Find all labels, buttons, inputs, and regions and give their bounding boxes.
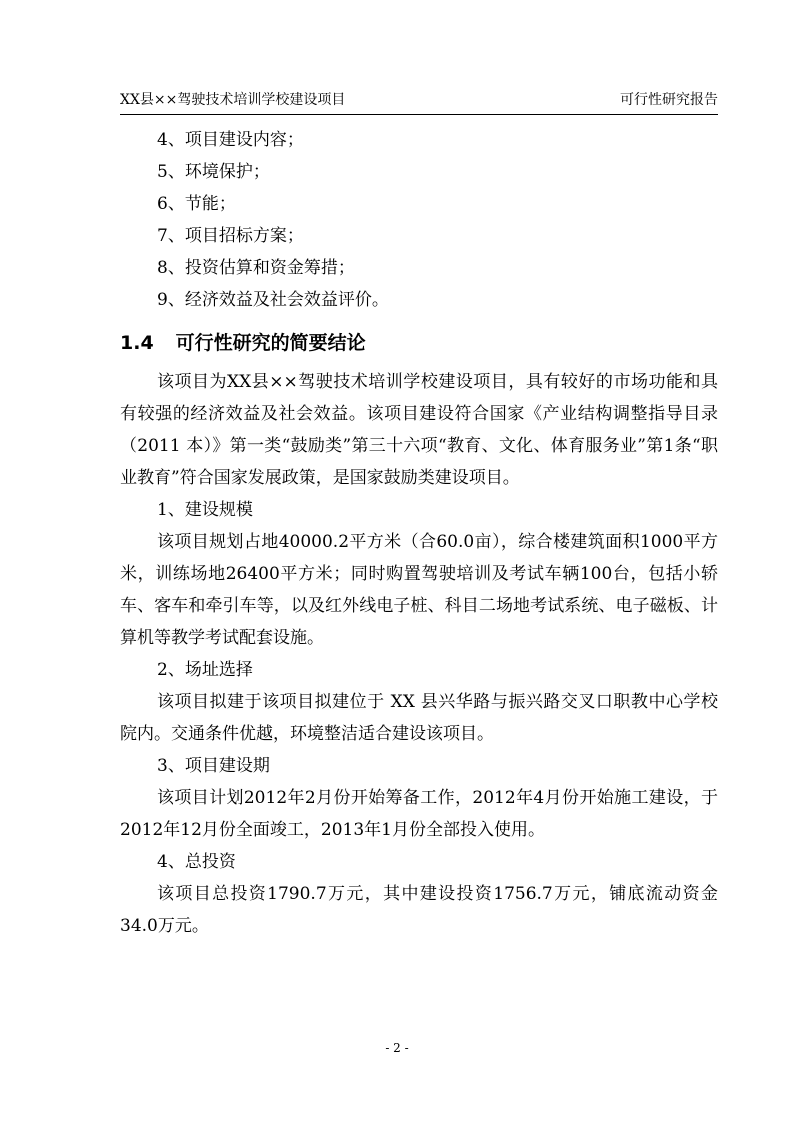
document-body — [120, 124, 718, 942]
list-item: 8、投资估算和资金筹措； — [157, 258, 355, 278]
section-number: 1.4 — [120, 332, 154, 354]
section-heading — [120, 328, 718, 358]
investment-paragraph: 该项目总投资1790.7万元，其中建设投资1756.7万元，铺底流动资金34.0万元。 — [120, 884, 718, 936]
header-report-title: 可行性研究报告 — [620, 92, 718, 108]
subheading-scale: 1、建设规模 — [157, 500, 253, 520]
list-item: 9、经济效益及社会效益评价。 — [157, 290, 389, 310]
subheading-site: 2、场址选择 — [157, 660, 253, 680]
list-item: 5、环境保护； — [157, 162, 270, 182]
summary-paragraph: 该项目为XX县××驾驶技术培训学校建设项目，具有较好的市场功能和具有较强的经济效益及社会效益。该项目建设符合国家《产业结构调整指导目录（2011 本）》第一类“鼓励类”第三十六项“教育、文化、体育服务业”第1条“职业教育”符合国家发展政策，是国家鼓励类建设项目。 — [120, 372, 718, 488]
list-item: 6、节能； — [157, 194, 236, 214]
list-item: 7、项目招标方案； — [157, 226, 304, 246]
page-number: - 2 - — [385, 1041, 409, 1055]
scale-paragraph: 该项目规划占地40000.2平方米（合60.0亩），综合楼建筑面积1000平方米，训练场地26400平方米；同时购置驾驶培训及考试车辆100台，包括小轿车、客车和牵引车等，以及红外线电子桩、科目二场地考试系统、电子磁板、计算机等教学考试配套设施。 — [120, 532, 718, 648]
section-title: 可行性研究的简要结论 — [175, 332, 366, 354]
subheading-schedule: 3、项目建设期 — [157, 756, 270, 776]
subheading-investment: 4、总投资 — [157, 852, 236, 872]
schedule-paragraph: 该项目计划2012年2月份开始筹备工作，2012年4月份开始施工建设，于2012年12月份全面竣工，2013年1月份全部投入使用。 — [120, 788, 718, 840]
header-project-title: XX县××驾驶技术培训学校建设项目 — [120, 92, 346, 108]
site-paragraph: 该项目拟建于该项目拟建位于 XX 县兴华路与振兴路交叉口职教中心学校院内。交通条件优越，环境整洁适合建设该项目。 — [120, 692, 718, 744]
list-item: 4、项目建设内容； — [157, 130, 304, 150]
page-header — [120, 90, 718, 115]
